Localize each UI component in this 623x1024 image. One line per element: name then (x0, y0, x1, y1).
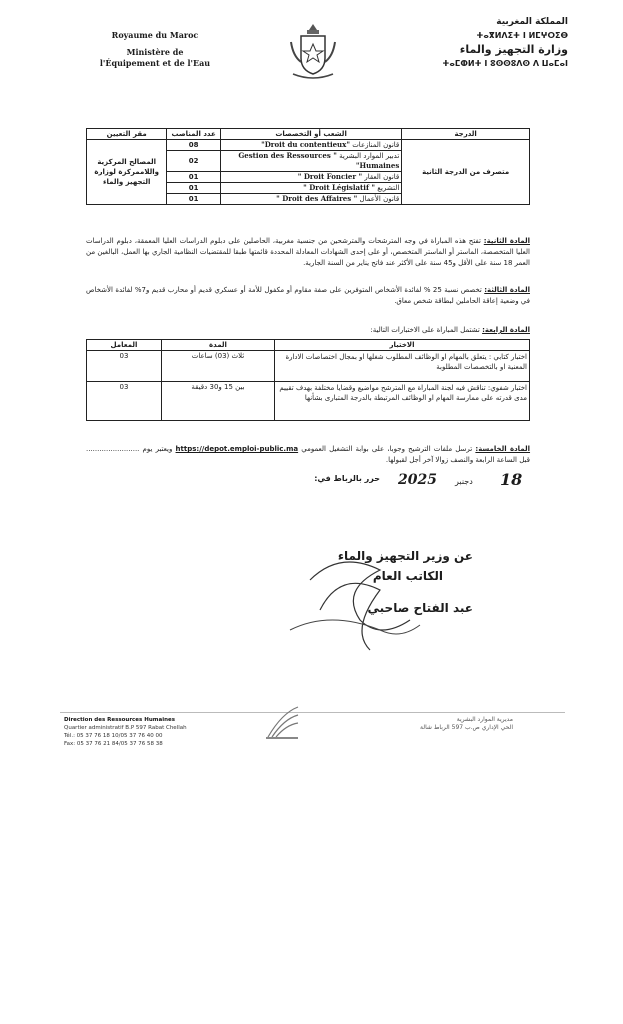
article-2-heading: المادة الثانية: (483, 237, 530, 245)
table-cell: تدبير الموارد البشرية " Gestion des Ressources Humaines" (220, 151, 401, 172)
article-2-text: تفتح هذه المباراة في وجه المترشحات والمترشحين من جنسية مغربية، الحاصلين على دبلوم الدراسات العليا المعمقة، دبلوم الدراسات العليا المتخصصة، الماستر أو الماستر المتخصص، أو على إحدى الشهادات المعادلة المحددة قائمتها طبقا للمقتضيات النظامية الجاري بها العمل، البالغين من العمر 18 سنة على الأقل و45 سنة على الأكثر عند فاتح يناير من السنة الجارية. (86, 237, 530, 267)
kingdom-name-ar: المملكة المغربية (496, 17, 568, 27)
table-cell: قانون المنازعات "Droit du contentieux" (220, 140, 401, 151)
footer-divider (60, 712, 565, 713)
article-5-text-b: ويعتبر يوم ........................ قبل الساعة الرابعة والنصف زوالا آخر أجل لقبولها. (86, 445, 530, 464)
footer-french (64, 716, 187, 748)
table-cell: التشريع " Droit Législatif " (220, 183, 401, 194)
footer-address: Quartier administratif B.P 597 Rabat Chellah (64, 725, 187, 731)
table-cell: 01 (167, 172, 221, 183)
table-cell: قانون العقار " Droit Foncier " (220, 172, 401, 183)
article-4-text: تشتمل المباراة على الاختبارات التالية: (370, 326, 480, 334)
ministry-name-tifinagh: ⵜⴰⵎⵀⵍⵜ ⵏ ⵓⵙⵙⵓⴷⵙ ⴷ ⵡⴰⵎⴰⵏ (442, 59, 568, 68)
col-positions: عدد المناصب (167, 129, 221, 140)
article-5-heading: المادة الخامسة: (475, 445, 531, 453)
table-cell: اختبار شفوي: تناقش فيه لجنة المباراة مع المترشح مواضيع وقضايا مختلفة بهدف تقييم مدى قدرته على ممارسة المهام او الوظائف المرتبطة بالدرجة المتبارى بشأنها (274, 382, 529, 421)
signature-line-2: الكاتب العام (372, 569, 443, 583)
tests-table (86, 339, 530, 421)
footer-title-ar: مديرية الموارد البشرية (456, 716, 513, 723)
header-arabic (428, 15, 568, 71)
signature-block (338, 546, 473, 618)
col-assignment: مقر التعيين (87, 129, 167, 140)
signatory-name: عبد الفتاح صاحبي (367, 601, 473, 615)
ministry-name-fr-1: Ministère de (126, 47, 184, 57)
footer-phone: Tél.: 05 37 76 18 10/05 37 76 40 00 (64, 733, 163, 739)
date-day: 18 (500, 470, 523, 489)
footer-address-ar: الحي الإداري ص.ب 597 الرباط شالة (420, 724, 513, 731)
footer-title: Direction des Ressources Humaines (64, 717, 175, 723)
article-4-heading: المادة الرابعة: (482, 326, 530, 334)
table-cell: 08 (167, 140, 221, 151)
table-cell: 01 (167, 183, 221, 194)
article-3-heading: المادة الثالثة: (484, 286, 530, 294)
table-cell: 01 (167, 194, 221, 205)
col-test: الاختبار (274, 340, 529, 351)
kingdom-name-tifinagh: ⵜⴰⴳⵍⴷⵉⵜ ⵏ ⵍⵎⵖⵔⵉⴱ (476, 31, 568, 40)
article-5-text-a: ترسل ملفات الترشيح وجوبا، على بوابة التشغيل العمومي (301, 445, 473, 453)
kingdom-name-fr: Royaume du Maroc (111, 30, 199, 40)
footer-fax: Fax: 05 37 76 21 84/05 37 76 58 38 (64, 741, 163, 747)
ministry-name-fr-2: l'Équipement et de l'Eau (99, 58, 211, 68)
col-specialties: الشعب أو التخصصات (220, 129, 401, 140)
date-month: دجنبر (455, 477, 473, 486)
table-cell: بين 15 و30 دقيقة (162, 382, 275, 421)
positions-table (86, 128, 530, 205)
col-grade: الدرجة (402, 129, 530, 140)
table-cell: 02 (167, 151, 221, 172)
date-year: 2025 (398, 472, 437, 488)
application-portal-link[interactable]: https://depot.emploi-public.ma (175, 445, 299, 453)
moroccan-coat-of-arms-icon (287, 22, 339, 84)
ministry-name-ar: وزارة التجهيز والماء (459, 43, 568, 56)
signature-line-1: عن وزير التجهيز والماء (337, 549, 473, 563)
article-2 (86, 236, 530, 269)
header-french (95, 30, 215, 69)
table-cell: قانون الأعمال " Droit des Affaires " (220, 194, 401, 205)
ministry-logo-icon (262, 703, 302, 743)
table-cell: 03 (87, 382, 162, 421)
footer-arabic (420, 716, 513, 732)
article-3 (86, 285, 530, 307)
table-cell: 03 (87, 351, 162, 382)
article-5 (86, 444, 530, 466)
col-duration: المدة (162, 340, 275, 351)
grade-cell: متصرف من الدرجة الثانية (402, 140, 530, 205)
dateline-label: حرر بالرباط في: (314, 474, 380, 483)
table-cell: ثلاث (03) ساعات (162, 351, 275, 382)
article-4 (86, 325, 530, 336)
table-cell: اختبار كتابي : يتعلق بالمهام او الوظائف المطلوب شغلها او بمجال اختصاصات الادارة المعنية او بالتخصصات المطلوبة (274, 351, 529, 382)
col-coefficient: المعامل (87, 340, 162, 351)
assignment-cell: المصالح المركزية واللاممركزة لوزارة التجهيز والماء (87, 140, 167, 205)
article-3-text: تخصص نسبة 25 % لفائدة الأشخاص المتوفرين على صفة مقاوم أو مكفول للأمة أو عسكري قديم أو محارب قديم و7% لفائدة الأشخاص في وضعية إعاقة الحاملين لبطاقة شخص معاق. (86, 286, 530, 305)
